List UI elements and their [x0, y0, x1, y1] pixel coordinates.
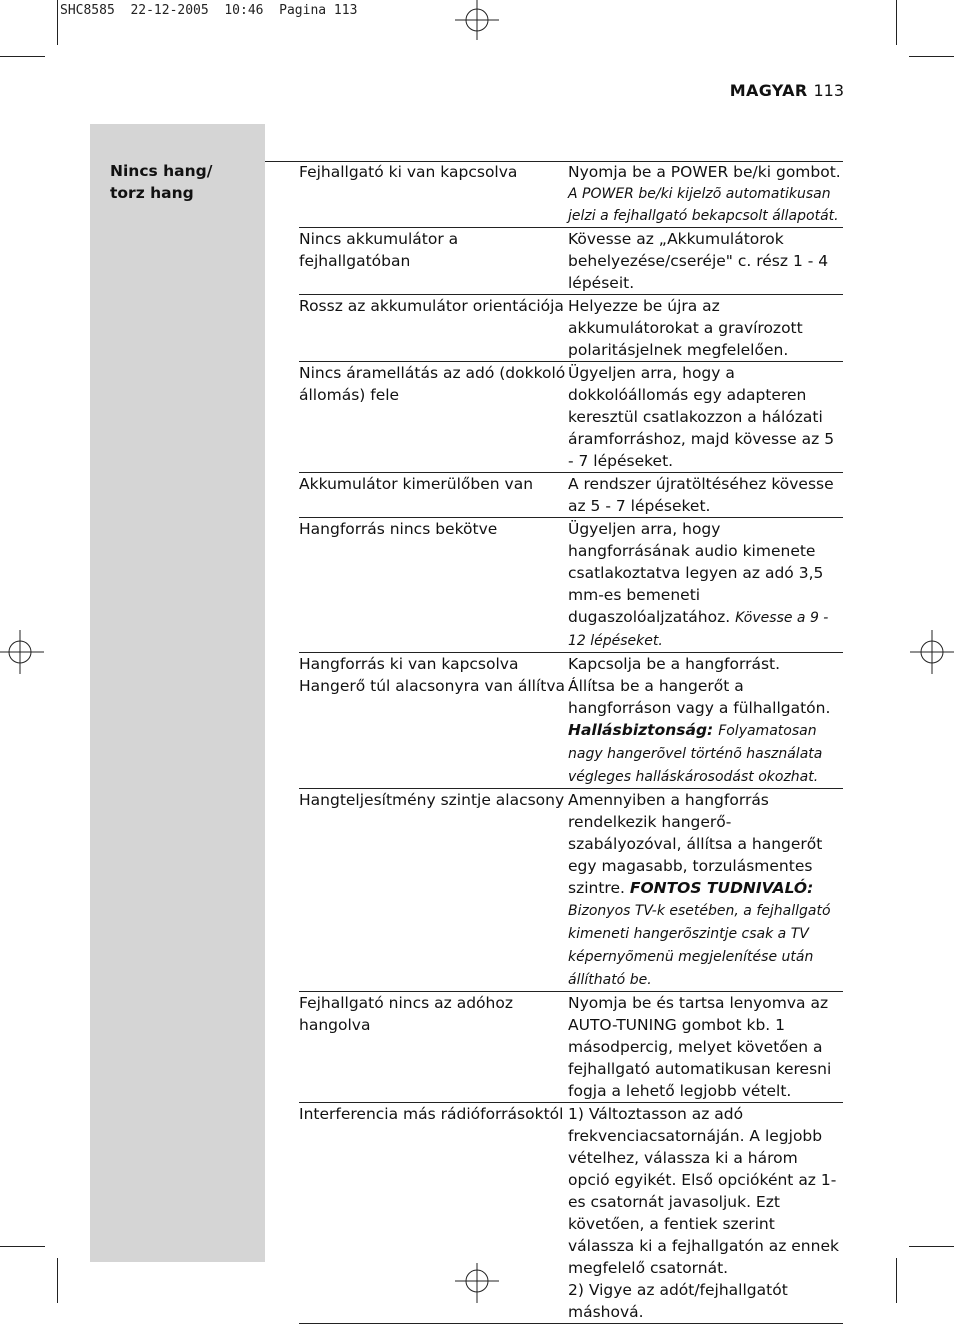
crop-mark [0, 1246, 45, 1247]
remedy-note: Bizonyos TV-k esetében, a fejhallgató kimeneti hangerõszintje csak a TV képernyõmenü megjelenítése után állítható be. [568, 903, 831, 988]
crop-mark [909, 1246, 954, 1247]
remedy-cell: Helyezze be újra az akkumulátorokat a gravírozott polaritásjelnek megfelelően. [568, 297, 803, 359]
table-row [299, 161, 843, 227]
page-number: 113 [813, 81, 844, 100]
remedy-cell: Kövesse az „Akkumulátorok behelyezése/cseréje" c. rész 1 - 4 lépéseit. [568, 230, 829, 292]
table-row [299, 652, 843, 675]
remedy-text: 1) Változtasson az adó frekvenciacsatornáján. A legjobb vételhez, válassza ki a három opció egyikét. Első opcióként az 1-es csatornát javasoljuk. Ezt követően, a fentiek szerint válassza ki a fejhallgatón az ennek megfelelő csatornát. [568, 1105, 839, 1277]
cause-cell: Interferencia más rádióforrásoktól [299, 1105, 564, 1123]
table-row [299, 361, 843, 472]
table-row [299, 227, 843, 294]
crop-mark [57, 0, 58, 45]
remedy-text: Amennyiben a hangforrás rendelkezik hangerő-szabályozóval, állítsa a hangerőt egy magasabb, torzulásmentes szintre. [568, 791, 823, 897]
remedy-emphasis: FONTOS TUDNIVALÓ: [629, 879, 814, 897]
table-row [299, 788, 843, 991]
section-title-line2: torz hang [110, 184, 194, 202]
troubleshooting-table [299, 161, 843, 1324]
table-row [299, 991, 843, 1102]
cause-cell: Fejhallgató ki van kapcsolva [299, 163, 518, 181]
crop-mark [0, 56, 45, 57]
cause-cell: Hangforrás ki van kapcsolva [299, 655, 519, 673]
crop-mark [896, 0, 897, 45]
table-row [299, 1102, 843, 1323]
cause-cell: Rossz az akkumulátor orientációja [299, 297, 564, 315]
print-header: SHC8585 22-12-2005 10:46 Pagina 113 [60, 3, 358, 18]
cause-cell: Hangerő túl alacsonyra van állítva [299, 677, 566, 695]
registration-mark-right [910, 630, 954, 674]
registration-mark-left [0, 630, 44, 674]
crop-mark [896, 1258, 897, 1303]
remedy-cell [568, 789, 843, 991]
remedy-cell [568, 1103, 843, 1323]
cause-cell: Akkumulátor kimerülőben van [299, 475, 534, 493]
remedy-text: Ügyeljen arra, hogy hangforrásának audio kimenete csatlakoztatva legyen az adó 3,5 mm-es bemeneti dugaszolóaljzatához. [568, 520, 824, 626]
language-label: MAGYAR [729, 81, 808, 100]
registration-mark-top [455, 0, 499, 44]
remedy-cell: Kapcsolja be a hangforrást. [568, 655, 781, 673]
remedy-text: Nyomja be a POWER be/ki gombot. [568, 163, 841, 181]
remedy-note: Kövesse a 9 - 12 lépéseket. [568, 610, 829, 649]
remedy-emphasis: Hallásbiztonság: [568, 721, 714, 739]
remedy-note: Folyamatosan nagy hangerõvel történõ használata végleges halláskárosodást okozhat. [568, 723, 823, 785]
table-row [299, 517, 843, 652]
remedy-cell: Nyomja be és tartsa lenyomva az AUTO-TUNING gombot kb. 1 másodpercig, melyet követően a fejhallgató automatikusan keresni fogja a lehető legjobb vételt. [568, 994, 832, 1100]
remedy-text-2: 2) Vigye az adót/fejhallgatót máshová. [568, 1281, 788, 1321]
remedy-text: Állítsa be a hangerőt a hangforráson vagy a fülhallgatón. [568, 677, 831, 717]
remedy-cell: A rendszer újratöltéséhez kövesse az 5 - 7 lépéseket. [568, 475, 834, 515]
remedy-cell [568, 518, 843, 652]
gray-margin-column [90, 124, 265, 1262]
cause-cell: Fejhallgató nincs az adóhoz hangolva [299, 994, 513, 1034]
section-title-line1: Nincs hang/ [110, 162, 213, 180]
cause-cell: Hangforrás nincs bekötve [299, 520, 498, 538]
page-header [730, 81, 844, 100]
crop-mark [909, 56, 954, 57]
cause-cell: Hangteljesítmény szintje alacsony [299, 791, 565, 809]
section-title [110, 160, 260, 204]
table-row [299, 675, 843, 788]
table-row [299, 472, 843, 517]
remedy-cell [568, 161, 843, 227]
cause-cell: Nincs akkumulátor a fejhallgatóban [299, 230, 459, 270]
remedy-note: A POWER be/ki kijelzõ automatikusan jelzi a fejhallgató bekapcsolt állapotát. [568, 186, 839, 224]
table-row [299, 294, 843, 361]
cause-cell: Nincs áramellátás az adó (dokkoló állomás) fele [299, 364, 566, 404]
remedy-cell [568, 675, 843, 788]
remedy-cell: Ügyeljen arra, hogy a dokkolóállomás egy adapteren keresztül csatlakozzon a hálózati áramforráshoz, majd kövesse az 5 - 7 lépéseket. [568, 364, 835, 470]
crop-mark [57, 1258, 58, 1303]
